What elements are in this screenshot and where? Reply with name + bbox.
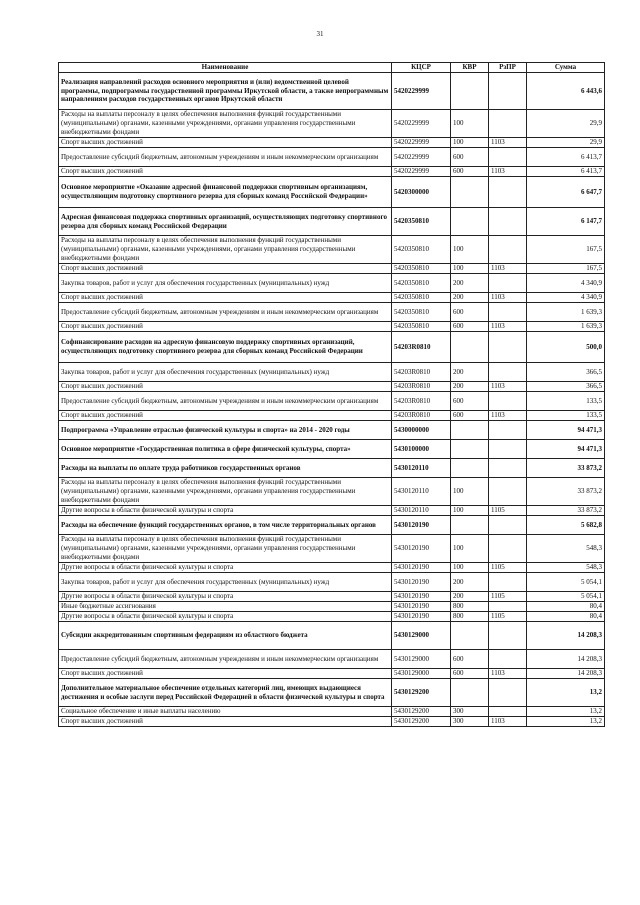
row-kvr (451, 440, 489, 459)
row-sum: 1 639,3 (527, 322, 605, 332)
row-kvr (451, 459, 489, 478)
row-kvr: 300 (451, 717, 489, 727)
row-rzpr (489, 274, 527, 293)
row-rzpr: 1103 (489, 717, 527, 727)
row-sum: 6 413,7 (527, 167, 605, 177)
row-rzpr (489, 679, 527, 707)
row-name: Предоставление субсидий бюджетным, автономным учреждениям и иным некоммерческим организациям (59, 148, 392, 167)
row-kcsr: 5430120190 (392, 516, 451, 535)
row-name: Закупка товаров, работ и услуг для обеспечения государственных (муниципальных) нужд (59, 274, 392, 293)
row-sum: 80,4 (527, 612, 605, 622)
row-kvr: 200 (451, 573, 489, 592)
table-row (59, 332, 605, 363)
row-name: Основное мероприятие «Оказание адресной финансовой поддержки спортивным организациям, осуществляющим подготовку спортивного резерва для сборных команд Российской Федерации» (59, 177, 392, 208)
table-row (59, 264, 605, 274)
row-kvr: 800 (451, 602, 489, 612)
row-name: Предоставление субсидий бюджетным, автономным учреждениям и иным некоммерческим организациям (59, 650, 392, 669)
row-kcsr: 54203R0810 (392, 411, 451, 421)
row-sum: 5 054,1 (527, 573, 605, 592)
row-sum: 366,5 (527, 382, 605, 392)
row-name: Субсидии аккредитованным спортивным федерациям из областного бюджета (59, 622, 392, 650)
row-kvr (451, 516, 489, 535)
row-rzpr (489, 392, 527, 411)
row-kcsr: 5420300000 (392, 177, 451, 208)
row-kcsr: 54203R0810 (392, 363, 451, 382)
table-row (59, 573, 605, 592)
row-sum: 13,2 (527, 707, 605, 717)
row-sum: 33 873,2 (527, 459, 605, 478)
row-kcsr: 5420350810 (392, 236, 451, 264)
row-kvr: 100 (451, 506, 489, 516)
row-name: Другие вопросы в области физической культуры и спорта (59, 612, 392, 622)
row-kcsr: 54203R0810 (392, 382, 451, 392)
table-row (59, 506, 605, 516)
row-sum: 14 208,3 (527, 669, 605, 679)
table-row (59, 622, 605, 650)
row-rzpr (489, 707, 527, 717)
row-rzpr: 1103 (489, 322, 527, 332)
row-sum: 33 873,2 (527, 478, 605, 506)
table-row (59, 602, 605, 612)
row-kvr: 100 (451, 236, 489, 264)
table-row (59, 592, 605, 602)
row-kcsr: 5430120190 (392, 573, 451, 592)
row-sum: 6 443,6 (527, 73, 605, 110)
row-sum: 548,3 (527, 563, 605, 573)
row-name: Расходы на выплаты персоналу в целях обеспечения выполнения функций государственными (муниципальными) органами, казенными учреждениями, органами управления государственными внебюджетными фондами (59, 110, 392, 138)
row-rzpr (489, 363, 527, 382)
row-kcsr: 5420229999 (392, 110, 451, 138)
row-kvr: 200 (451, 274, 489, 293)
row-rzpr: 1103 (489, 411, 527, 421)
row-name: Подпрограмма «Управление отраслью физической культуры и спорта» на 2014 - 2020 годы (59, 421, 392, 440)
table-row (59, 717, 605, 727)
row-name: Другие вопросы в области физической культуры и спорта (59, 563, 392, 573)
row-rzpr (489, 622, 527, 650)
header-kcsr: КЦСР (392, 63, 451, 73)
table-row (59, 411, 605, 421)
row-sum: 6 647,7 (527, 177, 605, 208)
row-name: Дополнительное материальное обеспечение отдельных категорий лиц, имеющих выдающиеся достижения и особые заслуги перед Российской Федерацией в области физической культуры и спорта (59, 679, 392, 707)
row-kcsr: 5430129200 (392, 679, 451, 707)
row-name: Иные бюджетные ассигнования (59, 602, 392, 612)
table-row (59, 612, 605, 622)
row-sum: 80,4 (527, 602, 605, 612)
table-row (59, 679, 605, 707)
row-kcsr: 5420229999 (392, 73, 451, 110)
row-kcsr: 5420350810 (392, 303, 451, 322)
table-row (59, 516, 605, 535)
row-kvr (451, 177, 489, 208)
row-name: Закупка товаров, работ и услуг для обеспечения государственных (муниципальных) нужд (59, 363, 392, 382)
row-kcsr: 5420350810 (392, 208, 451, 236)
row-rzpr: 1103 (489, 293, 527, 303)
row-kcsr: 54203R0810 (392, 332, 451, 363)
table-row (59, 73, 605, 110)
row-sum: 366,5 (527, 363, 605, 382)
row-rzpr (489, 602, 527, 612)
header-name: Наименование (59, 63, 392, 73)
row-rzpr: 1105 (489, 592, 527, 602)
row-name: Предоставление субсидий бюджетным, автономным учреждениям и иным некоммерческим организациям (59, 392, 392, 411)
row-name: Предоставление субсидий бюджетным, автономным учреждениям и иным некоммерческим организациям (59, 303, 392, 322)
row-kcsr: 5430120110 (392, 459, 451, 478)
page-number: 31 (316, 30, 324, 38)
row-name: Спорт высших достижений (59, 322, 392, 332)
row-name: Расходы на выплаты персоналу в целях обеспечения выполнения функций государственными (муниципальными) органами, казенными учреждениями, органами управления государственными внебюджетными фондами (59, 535, 392, 563)
row-sum: 133,5 (527, 411, 605, 421)
row-kvr (451, 332, 489, 363)
row-rzpr (489, 208, 527, 236)
table-row (59, 440, 605, 459)
row-sum: 29,9 (527, 138, 605, 148)
table-row (59, 110, 605, 138)
row-name: Спорт высших достижений (59, 167, 392, 177)
row-rzpr: 1103 (489, 382, 527, 392)
row-rzpr: 1103 (489, 669, 527, 679)
row-kvr: 100 (451, 264, 489, 274)
row-rzpr (489, 478, 527, 506)
table-row (59, 236, 605, 264)
row-kcsr: 5420229999 (392, 138, 451, 148)
row-rzpr (489, 303, 527, 322)
row-sum: 13,2 (527, 679, 605, 707)
row-kcsr: 5430120190 (392, 535, 451, 563)
row-kcsr: 5430000000 (392, 421, 451, 440)
row-sum: 14 208,3 (527, 650, 605, 669)
row-name: Расходы на обеспечение функций государственных органов, в том числе территориальных органов (59, 516, 392, 535)
table-row (59, 274, 605, 293)
table-row (59, 382, 605, 392)
table-row (59, 293, 605, 303)
row-rzpr (489, 73, 527, 110)
row-kcsr: 5430129200 (392, 707, 451, 717)
table-row (59, 392, 605, 411)
row-name: Основное мероприятие «Государственная политика в сфере физической культуры, спорта» (59, 440, 392, 459)
row-rzpr: 1103 (489, 167, 527, 177)
row-rzpr (489, 332, 527, 363)
table-row (59, 459, 605, 478)
row-sum: 5 682,8 (527, 516, 605, 535)
row-name: Софинансирование расходов на адресную финансовую поддержку спортивных организаций, осуществляющих подготовку спортивного резерва для сборных команд Российской Федерации (59, 332, 392, 363)
table-row (59, 167, 605, 177)
row-kvr: 100 (451, 478, 489, 506)
row-rzpr (489, 110, 527, 138)
row-kvr: 600 (451, 411, 489, 421)
table-row (59, 707, 605, 717)
row-kcsr: 5420350810 (392, 274, 451, 293)
row-rzpr (489, 459, 527, 478)
row-kvr: 600 (451, 167, 489, 177)
row-kcsr: 5430120110 (392, 478, 451, 506)
row-kvr (451, 73, 489, 110)
row-kcsr: 5430120190 (392, 612, 451, 622)
header-kvr: КВР (451, 63, 489, 73)
row-kvr: 200 (451, 293, 489, 303)
budget-table (58, 62, 605, 727)
row-kvr (451, 622, 489, 650)
row-rzpr: 1105 (489, 612, 527, 622)
row-kcsr: 5430100000 (392, 440, 451, 459)
row-kvr: 600 (451, 392, 489, 411)
table-row (59, 303, 605, 322)
row-name: Закупка товаров, работ и услуг для обеспечения государственных (муниципальных) нужд (59, 573, 392, 592)
row-sum: 133,5 (527, 392, 605, 411)
row-sum: 5 054,1 (527, 592, 605, 602)
row-kcsr: 5430129000 (392, 622, 451, 650)
row-rzpr (489, 535, 527, 563)
row-rzpr: 1105 (489, 506, 527, 516)
table-row (59, 208, 605, 236)
row-kvr: 200 (451, 382, 489, 392)
row-name: Социальное обеспечение и иные выплаты населению (59, 707, 392, 717)
table-row (59, 563, 605, 573)
table-header-row (59, 63, 605, 73)
row-sum: 29,9 (527, 110, 605, 138)
row-sum: 13,2 (527, 717, 605, 727)
row-sum: 167,5 (527, 236, 605, 264)
header-rzpr: РзПР (489, 63, 527, 73)
row-kcsr: 5420350810 (392, 322, 451, 332)
row-name: Спорт высших достижений (59, 138, 392, 148)
row-rzpr (489, 516, 527, 535)
row-kvr: 200 (451, 592, 489, 602)
row-kcsr: 5430120190 (392, 592, 451, 602)
table-row (59, 478, 605, 506)
row-kvr: 100 (451, 138, 489, 148)
row-name: Спорт высших достижений (59, 293, 392, 303)
row-kvr: 100 (451, 535, 489, 563)
row-name: Спорт высших достижений (59, 669, 392, 679)
table-row (59, 650, 605, 669)
row-kvr (451, 208, 489, 236)
row-kvr: 600 (451, 148, 489, 167)
row-kcsr: 5430120110 (392, 506, 451, 516)
row-name: Реализация направлений расходов основного мероприятия и (или) ведомственной целевой программы, подпрограммы государственной программы Иркутской области, а также непрограммным направлениям расходов государственных органов Иркутской области (59, 73, 392, 110)
row-sum: 6 147,7 (527, 208, 605, 236)
row-sum: 94 471,3 (527, 421, 605, 440)
row-sum: 94 471,3 (527, 440, 605, 459)
row-name: Расходы на выплаты персоналу в целях обеспечения выполнения функций государственными (муниципальными) органами, казенными учреждениями, органами управления государственными внебюджетными фондами (59, 478, 392, 506)
row-name: Расходы на выплаты персоналу в целях обеспечения выполнения функций государственными (муниципальными) органами, казенными учреждениями, органами управления государственными внебюджетными фондами (59, 236, 392, 264)
row-sum: 4 340,9 (527, 274, 605, 293)
row-name: Другие вопросы в области физической культуры и спорта (59, 592, 392, 602)
row-kvr (451, 679, 489, 707)
row-kcsr: 5430129000 (392, 669, 451, 679)
table-row (59, 421, 605, 440)
row-sum: 548,3 (527, 535, 605, 563)
row-kcsr: 5430129200 (392, 717, 451, 727)
table-row (59, 138, 605, 148)
row-name: Спорт высших достижений (59, 382, 392, 392)
row-sum: 14 208,3 (527, 622, 605, 650)
row-name: Спорт высших достижений (59, 717, 392, 727)
row-kvr: 800 (451, 612, 489, 622)
row-kcsr: 54203R0810 (392, 392, 451, 411)
table-row (59, 363, 605, 382)
row-rzpr (489, 148, 527, 167)
row-kcsr: 5420229999 (392, 167, 451, 177)
row-kcsr: 5430120190 (392, 602, 451, 612)
row-name: Расходы на выплаты по оплате труда работников государственных органов (59, 459, 392, 478)
row-kvr: 600 (451, 322, 489, 332)
row-kcsr: 5420350810 (392, 293, 451, 303)
row-rzpr (489, 421, 527, 440)
row-rzpr (489, 236, 527, 264)
row-rzpr: 1103 (489, 138, 527, 148)
row-kvr: 600 (451, 303, 489, 322)
row-kcsr: 5420229999 (392, 148, 451, 167)
row-kvr (451, 421, 489, 440)
row-sum: 1 639,3 (527, 303, 605, 322)
row-rzpr (489, 177, 527, 208)
row-kvr: 600 (451, 669, 489, 679)
row-sum: 500,0 (527, 332, 605, 363)
row-sum: 33 873,2 (527, 506, 605, 516)
row-rzpr (489, 573, 527, 592)
table-row (59, 535, 605, 563)
table-row (59, 322, 605, 332)
table-row (59, 177, 605, 208)
row-kvr: 100 (451, 563, 489, 573)
row-name: Спорт высших достижений (59, 264, 392, 274)
row-kvr: 600 (451, 650, 489, 669)
row-kvr: 300 (451, 707, 489, 717)
row-sum: 167,5 (527, 264, 605, 274)
row-kvr: 200 (451, 363, 489, 382)
row-name: Адресная финансовая поддержка спортивных организаций, осуществляющих подготовку спортивного резерва для сборных команд Российской Федерации (59, 208, 392, 236)
row-sum: 6 413,7 (527, 148, 605, 167)
row-kvr: 100 (451, 110, 489, 138)
row-name: Другие вопросы в области физической культуры и спорта (59, 506, 392, 516)
row-kcsr: 5430129000 (392, 650, 451, 669)
row-rzpr: 1105 (489, 563, 527, 573)
table-row (59, 148, 605, 167)
row-rzpr (489, 440, 527, 459)
row-sum: 4 340,9 (527, 293, 605, 303)
row-rzpr (489, 650, 527, 669)
row-kcsr: 5430120190 (392, 563, 451, 573)
row-rzpr: 1103 (489, 264, 527, 274)
row-name: Спорт высших достижений (59, 411, 392, 421)
row-kcsr: 5420350810 (392, 264, 451, 274)
table-row (59, 669, 605, 679)
header-sum: Сумма (527, 63, 605, 73)
